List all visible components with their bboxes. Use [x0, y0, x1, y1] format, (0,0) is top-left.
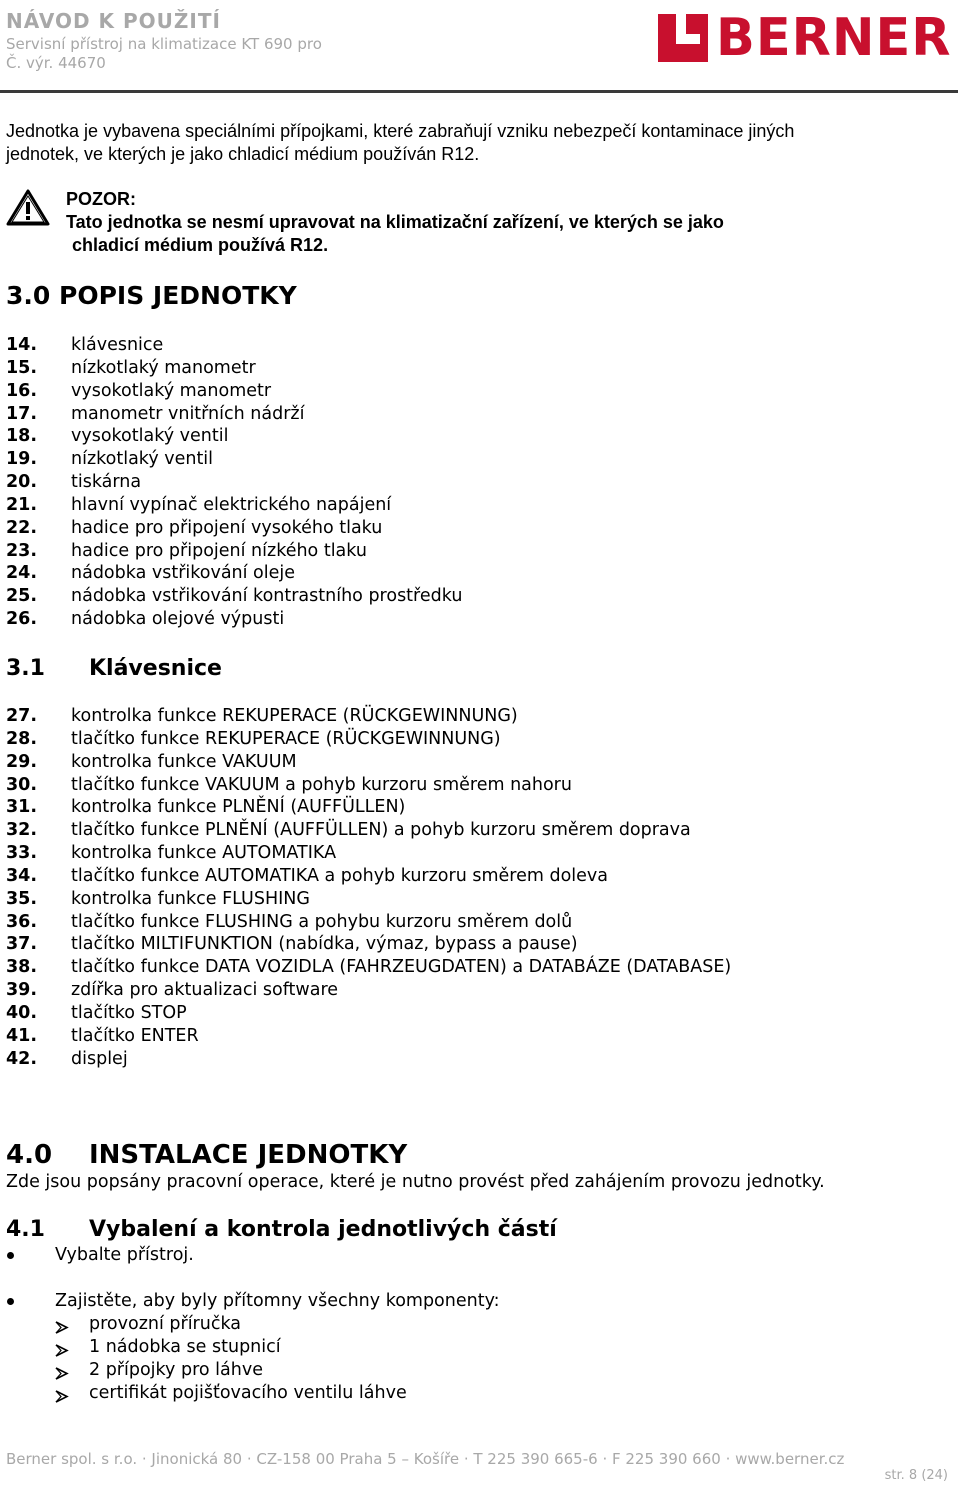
item-number: 31.: [6, 797, 38, 818]
item-number: 20.: [6, 472, 38, 493]
checklist-item-text: certifikát pojišťovacího ventilu láhve: [89, 1382, 407, 1403]
item-text: zdířka pro aktualizaci software: [71, 980, 339, 1001]
item-text: vysokotlaký ventil: [71, 426, 229, 447]
item-text: klávesnice: [71, 335, 164, 355]
warning-line-1: Tato jednotka se nesmí upravovat na klimatizační zařízení, ve kterých se jako: [66, 212, 724, 232]
item-number: 41.: [6, 1025, 38, 1046]
item-number: 29.: [6, 751, 38, 772]
warning-triangle-icon: [6, 189, 50, 227]
berner-logo: [658, 8, 954, 68]
item-number: 19.: [6, 449, 38, 470]
page-number: str. 8 (24): [884, 1468, 948, 1483]
section-number-4-1: 4.1: [6, 1217, 45, 1242]
footer-address: Berner spol. s r.o. · Jinonická 80 · CZ-158 00 Praha 5 – Košíře · T 225 390 665-6 · F 225 390 660 · www.berner.cz: [6, 1450, 845, 1468]
item-text: nízkotlaký ventil: [71, 449, 214, 470]
item-text: tlačítko funkce PLNĚNÍ (AUFFÜLLEN) a pohyb kurzoru směrem doprava: [71, 820, 691, 841]
item-number: 18.: [6, 426, 38, 447]
section-title-installation: INSTALACE JEDNOTKY: [89, 1140, 408, 1170]
item-text: kontrolka funkce FLUSHING: [71, 888, 310, 909]
item-number: 21.: [6, 494, 38, 515]
document-subtitle: Servisní přístroj na klimatizace KT 690 pro: [6, 35, 322, 53]
item-number: 16.: [6, 380, 38, 401]
item-text: kontrolka funkce AUTOMATIKA: [71, 843, 337, 864]
item-number: 23.: [6, 540, 38, 561]
item-text: tlačítko MILTIFUNKTION (nabídka, výmaz, bypass a pause): [71, 934, 578, 955]
arrow-bullet-icon: [55, 1364, 69, 1377]
item-number: 15.: [6, 357, 38, 378]
arrow-bullet-icon: [55, 1318, 69, 1331]
intro-line-2: jednotek, ve kterých je jako chladicí médium používán R12.: [6, 144, 480, 164]
item-text: kontrolka funkce PLNĚNÍ (AUFFÜLLEN): [71, 797, 406, 818]
item-number: 37.: [6, 934, 38, 955]
item-text: tlačítko funkce FLUSHING a pohybu kurzoru směrem dolů: [71, 911, 573, 932]
article-number: Č. výr. 44670: [6, 54, 106, 72]
item-text: manometr vnitřních nádrží: [71, 403, 305, 424]
item-text: displej: [71, 1048, 128, 1069]
item-number: 33.: [6, 843, 38, 864]
item-number: 24.: [6, 563, 38, 584]
item-number: 36.: [6, 911, 38, 932]
document-title: NÁVOD K POUŽITÍ: [6, 9, 221, 33]
item-text: nádobka vstřikování oleje: [71, 563, 296, 584]
section-title-unpacking: Vybalení a kontrola jednotlivých částí: [89, 1217, 557, 1242]
item-text: tlačítko funkce VAKUUM a pohyb kurzoru směrem nahoru: [71, 774, 572, 795]
item-number: 26.: [6, 609, 38, 630]
item-text: kontrolka funkce REKUPERACE (RÜCKGEWINNUNG): [71, 706, 518, 726]
bullet-icon: [7, 1252, 14, 1259]
item-text: tlačítko ENTER: [71, 1025, 199, 1046]
arrow-bullet-icon: [55, 1387, 69, 1400]
item-text: tiskárna: [71, 472, 142, 493]
item-number: 22.: [6, 517, 38, 538]
arrow-bullet-icon: [55, 1341, 69, 1354]
installation-text: Zde jsou popsány pracovní operace, které je nutno provést před zahájením provozu jednotky.: [6, 1172, 825, 1192]
item-number: 42.: [6, 1048, 38, 1069]
bullet-icon: [7, 1298, 14, 1305]
item-number: 30.: [6, 774, 38, 795]
item-text: kontrolka funkce VAKUUM: [71, 751, 297, 772]
section-number-3-1: 3.1: [6, 656, 45, 681]
item-number: 34.: [6, 865, 38, 886]
item-number: 35.: [6, 888, 38, 909]
warning-line-2: chladicí médium používá R12.: [72, 235, 329, 255]
item-number: 32.: [6, 820, 38, 841]
section-heading-3-0: 3.0 POPIS JEDNOTKY: [6, 281, 297, 310]
item-number: 28.: [6, 728, 38, 749]
intro-line-1: Jednotka je vybavena speciálními přípojkami, které zabraňují vzniku nebezpečí kontaminace jiných: [6, 121, 795, 141]
item-number: 38.: [6, 957, 38, 978]
item-text: nízkotlaký manometr: [71, 357, 256, 378]
item-number: 39.: [6, 980, 38, 1001]
berner-logo-mark-icon: [658, 14, 708, 62]
item-number: 25.: [6, 586, 38, 607]
item-text: hadice pro připojení vysokého tlaku: [71, 517, 383, 538]
header-divider: [0, 90, 958, 93]
bullet-unpack: Vybalte přístroj.: [55, 1245, 194, 1265]
section-number-4-0: 4.0: [6, 1140, 53, 1170]
item-text: nádobka vstřikování kontrastního prostředku: [71, 586, 463, 607]
item-number: 17.: [6, 403, 38, 424]
item-text: hadice pro připojení nízkého tlaku: [71, 540, 367, 561]
checklist-item-text: provozní příručka: [89, 1314, 242, 1334]
item-number: 40.: [6, 1002, 38, 1023]
item-text: tlačítko funkce DATA VOZIDLA (FAHRZEUGDATEN) a DATABÁZE (DATABASE): [71, 957, 732, 978]
checklist-item-text: 1 nádobka se stupnicí: [89, 1336, 281, 1357]
item-text: vysokotlaký manometr: [71, 380, 272, 401]
item-number: 14.: [6, 335, 38, 355]
item-text: tlačítko STOP: [71, 1002, 187, 1023]
checklist-item-text: 2 přípojky pro láhve: [89, 1359, 263, 1380]
item-number: 27.: [6, 706, 38, 726]
item-text: nádobka olejové výpusti: [71, 609, 285, 630]
berner-logo-text: BERNER: [716, 8, 952, 68]
item-text: hlavní vypínač elektrického napájení: [71, 494, 392, 515]
section-title-keyboard: Klávesnice: [89, 656, 222, 681]
item-text: tlačítko funkce AUTOMATIKA a pohyb kurzoru směrem doleva: [71, 865, 608, 886]
warning-label: POZOR:: [66, 189, 136, 209]
bullet-check-components: Zajistěte, aby byly přítomny všechny komponenty:: [55, 1291, 500, 1311]
item-text: tlačítko funkce REKUPERACE (RÜCKGEWINNUNG): [71, 728, 501, 749]
